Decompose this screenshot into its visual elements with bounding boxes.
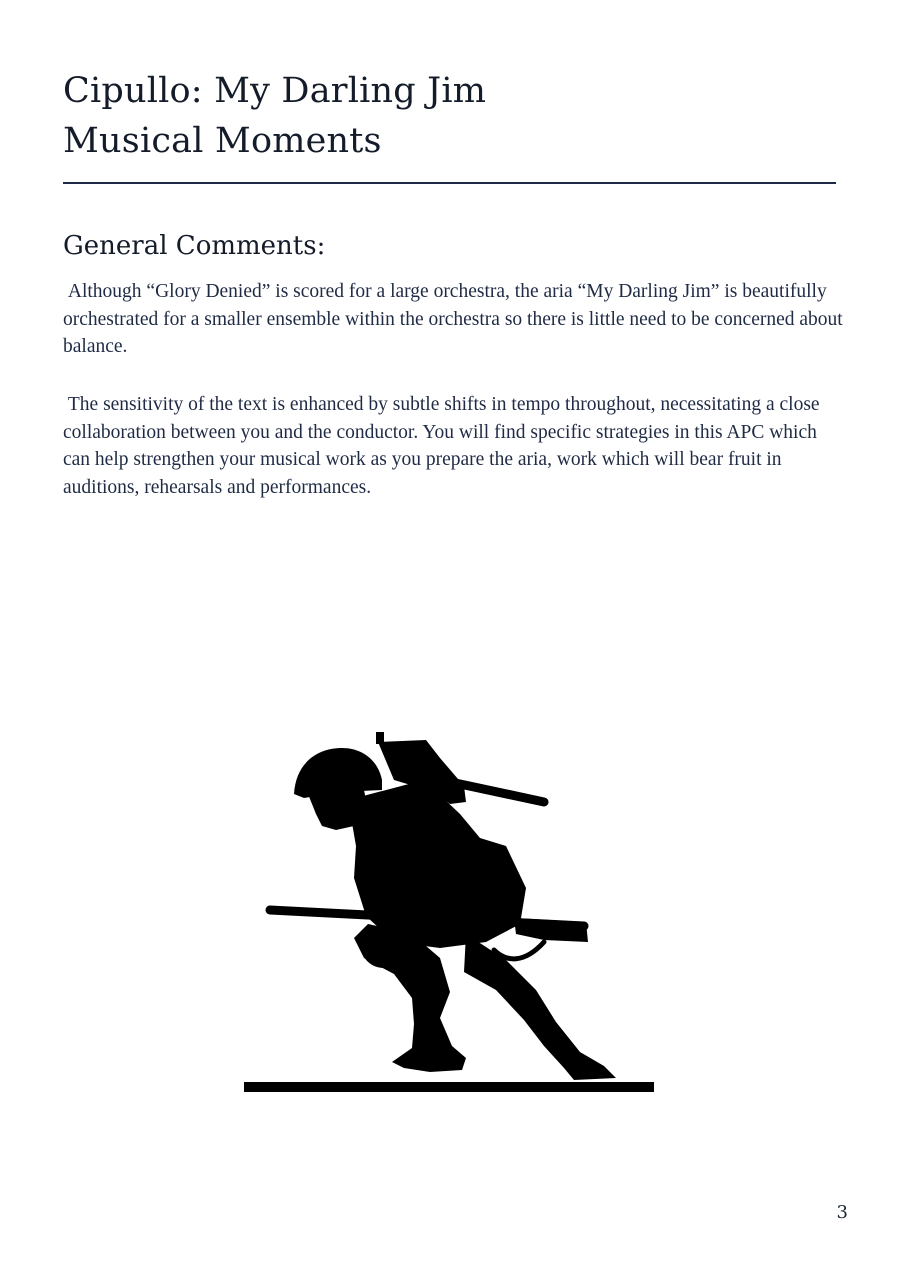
helmet — [294, 748, 382, 798]
paragraph-balance: Although “Glory Denied” is scored for a large orchestra, the aria “My Darling Jim” is beautifully orchestrated for a smaller ensemble within the orchestra so there is little need to be concerned about balance. — [63, 281, 848, 357]
title-divider — [63, 182, 836, 184]
rear-leg — [464, 934, 616, 1080]
paragraph-tempo: The sensitivity of the text is enhanced by subtle shifts in tempo throughout, necessitating a close collaboration between you and the conductor. You will find specific strategies in this APC which can help strengthen your musical work as you prepare the aria, work which will bear fruit in auditions, rehearsals and performances. — [63, 394, 825, 498]
page-title-line-1: Cipullo: My Darling Jim — [63, 71, 487, 111]
page-number: 3 — [836, 1202, 848, 1223]
page-title — [63, 66, 486, 166]
running-soldier-silhouette-icon — [244, 728, 656, 1094]
section-heading: General Comments: — [63, 231, 326, 261]
page-title-line-2: Musical Moments — [63, 121, 382, 161]
ground-line — [244, 1082, 654, 1092]
